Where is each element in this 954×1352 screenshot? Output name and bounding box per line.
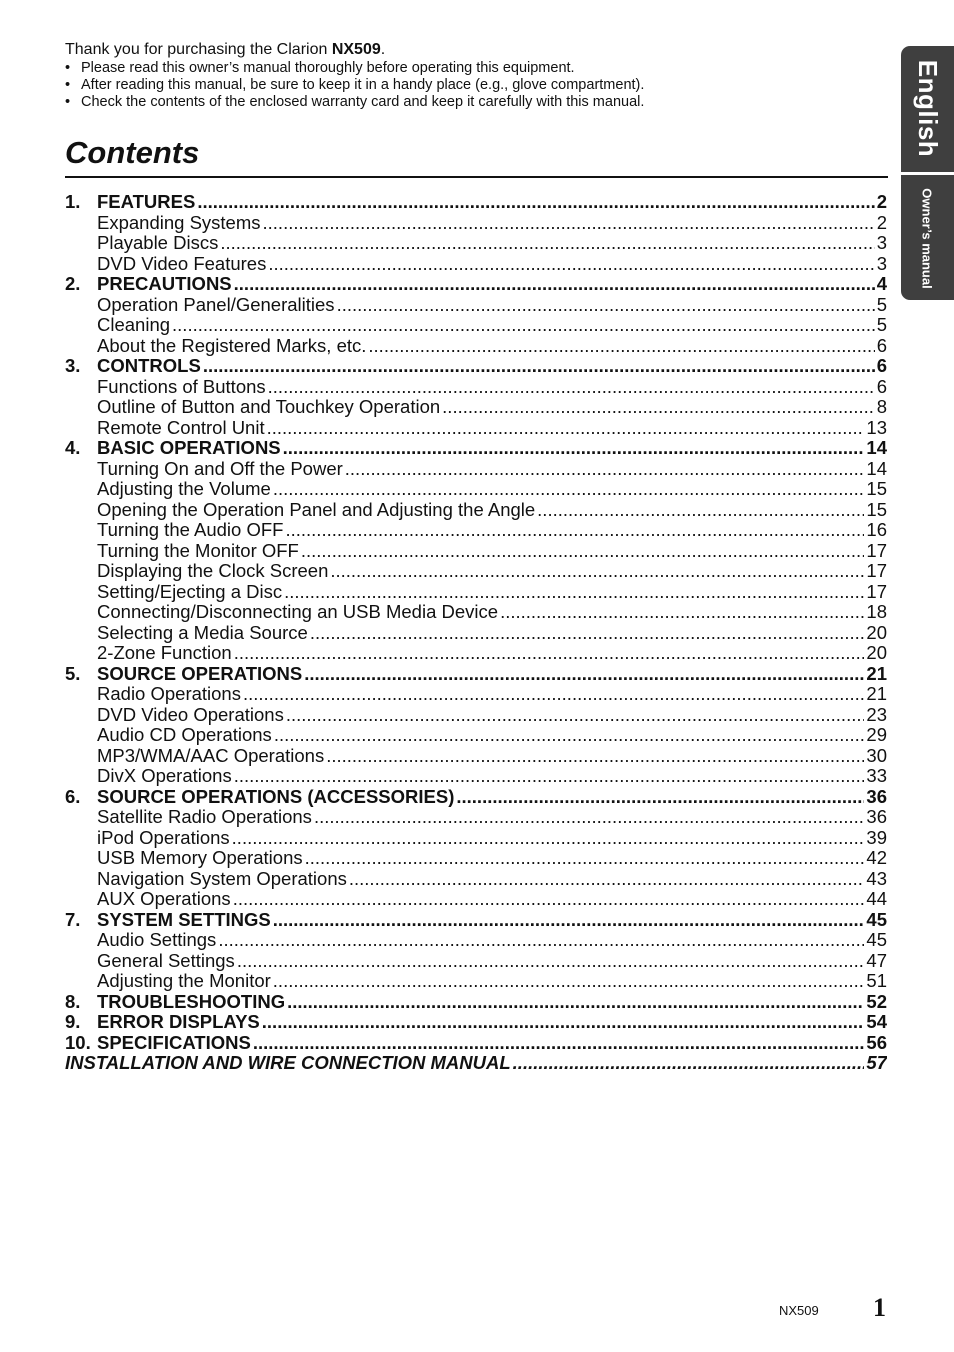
toc-leader-dots <box>368 336 874 357</box>
toc-leader-dots <box>273 479 865 500</box>
toc-label: Expanding Systems <box>97 212 261 233</box>
toc-leader-dots <box>304 664 864 685</box>
toc-label: SYSTEM SETTINGS <box>97 909 271 930</box>
toc-subentry <box>65 295 887 316</box>
toc-label: PRECAUTIONS <box>97 274 232 294</box>
toc-chapter-number: 5. <box>65 663 81 684</box>
toc-leader-dots <box>274 725 865 746</box>
toc-leader-dots <box>234 643 865 664</box>
toc-chapter <box>65 992 887 1013</box>
toc-subentry <box>65 746 887 767</box>
toc-leader-dots <box>349 869 865 890</box>
toc-page-number: 17 <box>866 581 887 602</box>
toc-label: Cleaning <box>97 315 171 335</box>
toc-page-number: 57 <box>866 1053 887 1073</box>
toc-leader-dots <box>172 315 875 336</box>
intro-model: NX509 <box>331 41 381 58</box>
toc-label: Operation Panel/Generalities <box>97 294 335 315</box>
toc-label: ERROR DISPLAYS <box>97 1012 260 1032</box>
toc-leader-dots <box>500 602 864 623</box>
toc-label: Setting/Ejecting a Disc <box>97 581 283 602</box>
toc-leader-dots <box>273 910 865 931</box>
toc-page-number: 5 <box>876 315 887 335</box>
toc-label: Turning the Audio OFF <box>97 520 284 540</box>
toc-page-number: 3 <box>876 253 887 274</box>
toc-leader-dots <box>267 418 865 439</box>
toc-subentry <box>65 971 887 992</box>
toc-page-number: 33 <box>866 766 887 786</box>
toc-subentry <box>65 315 887 336</box>
toc-page-number: 2 <box>876 212 887 233</box>
toc-label: Adjusting the Volume <box>97 479 271 499</box>
toc-subentry <box>65 828 887 849</box>
toc-leader-dots <box>218 930 864 951</box>
toc-subentry <box>65 848 887 869</box>
toc-page-number: 17 <box>866 540 887 561</box>
toc-leader-dots <box>337 295 875 316</box>
table-of-contents <box>65 192 887 1074</box>
toc-label: Playable Discs <box>97 233 219 253</box>
toc-chapter <box>65 664 887 685</box>
toc-subentry <box>65 500 887 521</box>
toc-page-number: 8 <box>876 397 887 417</box>
intro-bullet: • After reading this manual, be sure to keep it in a handy place (e.g., glove compartment). <box>65 77 865 94</box>
toc-page-number: 21 <box>866 663 887 684</box>
toc-leader-dots <box>287 992 864 1013</box>
toc-subentry <box>65 213 887 234</box>
toc-subentry <box>65 254 887 275</box>
toc-page-number: 14 <box>866 438 887 458</box>
toc-page-number: 6 <box>876 335 887 356</box>
toc-label: SOURCE OPERATIONS <box>97 663 303 684</box>
toc-subentry <box>65 479 887 500</box>
toc-subentry <box>65 807 887 828</box>
toc-subentry <box>65 377 887 398</box>
toc-label: Displaying the Clock Screen <box>97 561 329 581</box>
toc-subentry <box>65 418 887 439</box>
toc-leader-dots <box>326 746 864 767</box>
toc-label: TROUBLESHOOTING <box>97 991 286 1012</box>
toc-label: Audio Settings <box>97 930 217 950</box>
toc-leader-dots <box>234 766 865 787</box>
toc-page-number: 54 <box>866 1012 887 1032</box>
toc-leader-dots <box>237 951 865 972</box>
toc-page-number: 30 <box>866 745 887 766</box>
toc-chapter <box>65 910 887 931</box>
toc-chapter <box>65 787 887 808</box>
toc-page-number: 45 <box>866 909 887 930</box>
toc-label: AUX Operations <box>97 889 231 909</box>
toc-chapter <box>65 438 887 459</box>
toc-label: DVD Video Features <box>97 253 267 274</box>
toc-leader-dots <box>314 807 864 828</box>
toc-leader-dots <box>310 623 865 644</box>
toc-label: Satellite Radio Operations <box>97 807 312 827</box>
toc-leader-dots <box>262 1012 865 1033</box>
toc-leader-dots <box>513 1053 865 1074</box>
toc-page-number: 2 <box>876 192 887 212</box>
toc-label: Outline of Button and Touchkey Operation <box>97 397 441 417</box>
toc-chapter-number: 1. <box>65 192 81 212</box>
toc-subentry <box>65 766 887 787</box>
toc-subentry <box>65 520 887 541</box>
toc-label: SOURCE OPERATIONS (ACCESSORIES) <box>97 786 455 807</box>
footer-page-number: 1 <box>873 1293 886 1322</box>
toc-subentry <box>65 397 887 418</box>
toc-label: Functions of Buttons <box>97 376 266 397</box>
toc-label: 2-Zone Function <box>97 643 232 663</box>
toc-leader-dots <box>203 356 875 377</box>
toc-label: About the Registered Marks, etc. <box>97 335 367 356</box>
toc-subentry <box>65 725 887 746</box>
toc-page-number: 15 <box>866 499 887 520</box>
toc-leader-dots <box>283 438 865 459</box>
toc-page-number: 4 <box>876 274 887 294</box>
toc-page-number: 20 <box>866 622 887 643</box>
toc-label: Opening the Operation Panel and Adjusting the Angle <box>97 499 536 520</box>
toc-chapter-number: 2. <box>65 274 81 294</box>
toc-page-number: 39 <box>866 827 887 848</box>
toc-leader-dots <box>305 848 865 869</box>
toc-subentry <box>65 623 887 644</box>
intro-bullet: • Please read this owner’s manual thoroughly before operating this equipment. <box>65 60 865 77</box>
toc-chapter-number: 10. <box>65 1032 91 1053</box>
toc-page-number: 36 <box>866 807 887 827</box>
toc-label: iPod Operations <box>97 827 230 848</box>
side-tab-language: English <box>913 59 943 157</box>
toc-subentry <box>65 233 887 254</box>
toc-page-number: 29 <box>866 725 887 745</box>
toc-subentry <box>65 602 887 623</box>
toc-chapter <box>65 356 887 377</box>
toc-subentry <box>65 889 887 910</box>
toc-leader-dots <box>537 500 864 521</box>
toc-chapter-number: 7. <box>65 909 81 930</box>
toc-leader-dots <box>273 971 865 992</box>
toc-leader-dots <box>234 274 875 295</box>
toc-page-number: 45 <box>866 930 887 950</box>
toc-label: MP3/WMA/AAC Operations <box>97 745 325 766</box>
toc-leader-dots <box>345 459 865 480</box>
contents-title: Contents <box>65 135 200 170</box>
toc-subentry <box>65 951 887 972</box>
toc-chapter-number: 3. <box>65 356 81 376</box>
toc-label: CONTROLS <box>97 356 201 376</box>
side-tab-divider <box>901 172 954 175</box>
title-rule <box>65 176 888 178</box>
toc-page-number: 36 <box>866 786 887 807</box>
toc-label: Adjusting the Monitor <box>97 971 271 991</box>
intro-bullets <box>65 60 865 111</box>
toc-page-number: 43 <box>866 868 887 889</box>
toc-page-number: 15 <box>866 479 887 499</box>
toc-leader-dots <box>253 1033 865 1054</box>
toc-leader-dots <box>442 397 875 418</box>
toc-subentry <box>65 561 887 582</box>
toc-chapter-number: 6. <box>65 786 81 807</box>
toc-leader-dots <box>268 254 874 275</box>
toc-label: Audio CD Operations <box>97 725 272 745</box>
toc-page-number: 20 <box>866 643 887 663</box>
footer-model: NX509 <box>779 1303 819 1318</box>
toc-chapter <box>65 1012 887 1033</box>
toc-label: DivX Operations <box>97 766 232 786</box>
toc-leader-dots <box>285 520 864 541</box>
toc-subentry <box>65 684 887 705</box>
intro <box>65 40 865 111</box>
toc-subentry <box>65 930 887 951</box>
toc-leader-dots <box>286 705 865 726</box>
toc-page-number: 13 <box>866 417 887 438</box>
toc-chapter <box>65 274 887 295</box>
toc-chapter-number: 4. <box>65 438 81 458</box>
toc-label: INSTALLATION AND WIRE CONNECTION MANUAL <box>65 1053 511 1073</box>
toc-leader-dots <box>284 582 864 603</box>
toc-subentry <box>65 459 887 480</box>
toc-label: Turning On and Off the Power <box>97 458 343 479</box>
toc-page-number: 23 <box>866 704 887 725</box>
toc-page-number: 3 <box>876 233 887 253</box>
toc-chapter <box>65 1053 887 1074</box>
toc-subentry <box>65 869 887 890</box>
toc-label: USB Memory Operations <box>97 848 303 868</box>
toc-subentry <box>65 705 887 726</box>
toc-chapter <box>65 1033 887 1054</box>
toc-label: SPECIFICATIONS <box>97 1032 251 1053</box>
toc-leader-dots <box>197 192 874 213</box>
toc-subentry <box>65 643 887 664</box>
toc-chapter <box>65 192 887 213</box>
toc-leader-dots <box>456 787 864 808</box>
intro-thanks: Thank you for purchasing the Clarion NX509. <box>65 41 386 58</box>
toc-leader-dots <box>220 233 874 254</box>
toc-page-number: 17 <box>866 561 887 581</box>
toc-page-number: 52 <box>866 991 887 1012</box>
toc-leader-dots <box>233 889 865 910</box>
toc-leader-dots <box>268 377 875 398</box>
toc-page-number: 44 <box>866 889 887 909</box>
toc-page-number: 5 <box>876 294 887 315</box>
toc-leader-dots <box>330 561 864 582</box>
toc-leader-dots <box>232 828 865 849</box>
toc-label: Radio Operations <box>97 684 241 704</box>
toc-page-number: 6 <box>876 376 887 397</box>
toc-page-number: 47 <box>866 950 887 971</box>
toc-page-number: 56 <box>866 1032 887 1053</box>
toc-leader-dots <box>263 213 875 234</box>
toc-label: Remote Control Unit <box>97 417 265 438</box>
toc-label: Connecting/Disconnecting an USB Media Device <box>97 602 499 622</box>
toc-leader-dots <box>301 541 865 562</box>
toc-leader-dots <box>243 684 864 705</box>
toc-label: DVD Video Operations <box>97 704 284 725</box>
toc-label: Turning the Monitor OFF <box>97 540 299 561</box>
toc-label: Selecting a Media Source <box>97 622 308 643</box>
toc-page-number: 16 <box>866 520 887 540</box>
toc-page-number: 42 <box>866 848 887 868</box>
toc-label: BASIC OPERATIONS <box>97 438 281 458</box>
toc-page-number: 18 <box>866 602 887 622</box>
toc-subentry <box>65 582 887 603</box>
toc-page-number: 51 <box>866 971 887 991</box>
toc-page-number: 6 <box>876 356 887 376</box>
toc-label: Navigation System Operations <box>97 868 347 889</box>
side-tab-subtitle: Owner’s manual <box>920 187 936 289</box>
toc-page-number: 21 <box>866 684 887 704</box>
toc-label: General Settings <box>97 950 235 971</box>
intro-bullet: • Check the contents of the enclosed warranty card and keep it carefully with this manual. <box>65 94 865 111</box>
toc-chapter-number: 8. <box>65 991 81 1012</box>
toc-chapter-number: 9. <box>65 1012 81 1032</box>
toc-subentry <box>65 336 887 357</box>
toc-page-number: 14 <box>866 458 887 479</box>
toc-label: FEATURES <box>97 192 196 212</box>
toc-subentry <box>65 541 887 562</box>
